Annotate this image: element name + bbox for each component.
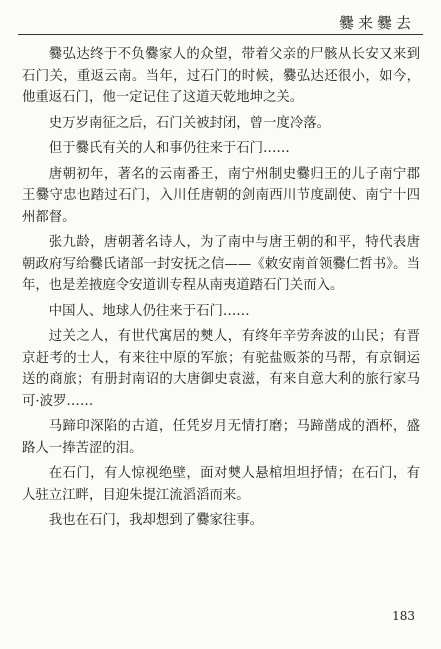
header-divider bbox=[18, 34, 423, 35]
page-body bbox=[22, 44, 420, 536]
page-number: 183 bbox=[392, 609, 415, 623]
paragraph: 马蹄印深陷的古道，任凭岁月无情打磨；马蹄凿成的酒杯，盛路人一捧苦涩的泪。 bbox=[22, 419, 420, 456]
paragraph: 张九龄，唐朝著名诗人，为了南中与唐王朝的和平，特代表唐朝政府写给爨氏诸部一封安抚之信——《敕安南首领爨仁哲书》。当年，也是差掖庭令安道训专程从南夷道踏石门关而入。 bbox=[22, 235, 420, 293]
paragraph: 唐朝初年，著名的云南番王，南宁州制史爨归王的儿子南宁郡王爨守忠也踏过石门，入川任唐朝的剑南西川节度副使、南宁十四州都督。 bbox=[22, 166, 420, 225]
paragraph: 过关之人，有世代寓居的僰人，有终年辛劳奔波的山民；有晋京赶考的士人，有来往中原的军旅；有驼盐贩茶的马帮，有京铜运送的商旅；有册封南诏的大唐御史袁滋，有来自意大利的旅行家马可·波罗…… bbox=[22, 329, 420, 409]
paragraph: 但于爨氏有关的人和事仍往来于石门…… bbox=[48, 141, 290, 156]
paragraph: 我也在石门，我却想到了爨家往事。 bbox=[48, 513, 264, 528]
paragraph: 史万岁南征之后，石门关被封闭，曾一度冷落。 bbox=[48, 115, 330, 131]
paragraph: 爨弘达终于不负爨家人的众望，带着父亲的尸骸从长安又来到石门关，重返云南。当年，过石门的时候，爨弘达还很小，如今，他重返石门，他一定记住了这道天乾地坤之关。 bbox=[22, 47, 420, 105]
paragraph: 中国人、地球人仍往来于石门…… bbox=[48, 303, 250, 319]
running-header-title: 爨来爨去 bbox=[338, 14, 415, 32]
paragraph: 在石门，有人惊视绝壁，面对僰人悬棺坦坦抒情；在石门，有人驻立江畔，目迎朱提江流滔滔而来。 bbox=[22, 466, 420, 503]
